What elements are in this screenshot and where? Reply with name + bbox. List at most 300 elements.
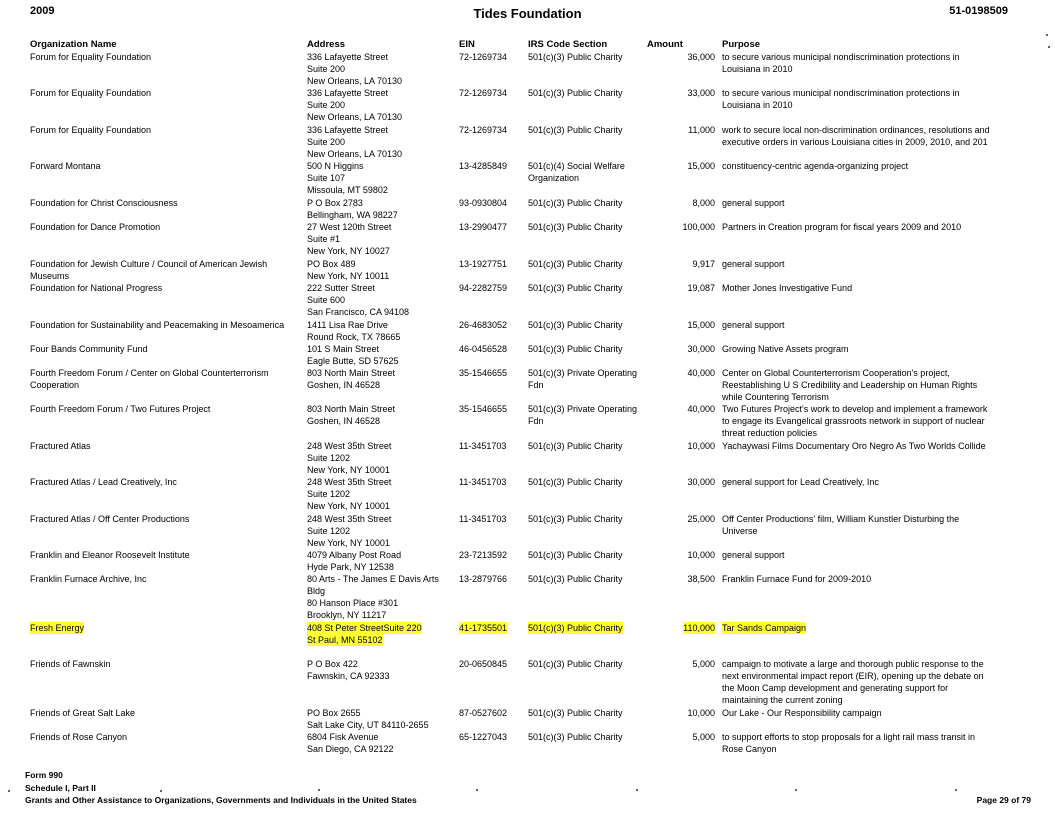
purpose bbox=[722, 403, 992, 439]
irs-code-section bbox=[528, 197, 643, 209]
address bbox=[307, 622, 447, 646]
irs-code-section bbox=[528, 731, 643, 743]
irs-code-section bbox=[528, 160, 643, 184]
amount-line: 10,000 bbox=[687, 550, 715, 560]
purpose-line: constituency-centric agenda-organizing project bbox=[722, 161, 909, 171]
purpose-line: next environmental impact report (EIR), opening up the debate on bbox=[722, 671, 984, 681]
organization-name-line: Forum for Equality Foundation bbox=[30, 88, 152, 98]
column-header-name: Organization Name bbox=[30, 39, 117, 50]
ein bbox=[459, 258, 523, 270]
address-line: Suite 600 bbox=[307, 295, 346, 305]
address bbox=[307, 549, 447, 573]
address-line: Suite 1202 bbox=[307, 453, 351, 463]
purpose bbox=[722, 549, 992, 561]
irs-code-section-line: 501(c)(3) Private Operating bbox=[528, 404, 638, 414]
form-number: Form 990 bbox=[25, 770, 63, 780]
address-line: 80 Arts - The James E Davis Arts bbox=[307, 574, 439, 584]
address bbox=[307, 440, 447, 476]
amount-line: 5,000 bbox=[692, 659, 715, 669]
address-line: New York, NY 10001 bbox=[307, 465, 390, 475]
purpose-line: Our Lake - Our Responsibility campaign bbox=[722, 708, 882, 718]
ein-line: 72-1269734 bbox=[459, 88, 508, 98]
amount-line: 19,087 bbox=[687, 283, 715, 293]
purpose-line: general support bbox=[722, 550, 785, 560]
address-line: 248 West 35th Street bbox=[307, 514, 392, 524]
address bbox=[307, 319, 447, 343]
organization-name bbox=[30, 731, 295, 743]
ein-line: 94-2282759 bbox=[459, 283, 508, 293]
address-line: Suite 107 bbox=[307, 173, 346, 183]
organization-name-line: Foundation for National Progress bbox=[30, 283, 163, 293]
scan-speck bbox=[1046, 34, 1048, 36]
irs-code-section-line: 501(c)(3) Public Charity bbox=[528, 514, 623, 524]
ein bbox=[459, 476, 523, 488]
purpose bbox=[722, 440, 992, 452]
ein bbox=[459, 343, 523, 355]
purpose bbox=[722, 258, 992, 270]
amount-line: 8,000 bbox=[692, 198, 715, 208]
purpose bbox=[722, 319, 992, 331]
ein-line: 13-2879766 bbox=[459, 574, 508, 584]
irs-code-section bbox=[528, 707, 643, 719]
ein-line: 11-3451703 bbox=[459, 514, 507, 524]
address-line: Eagle Butte, SD 57625 bbox=[307, 356, 399, 366]
purpose-line: general support bbox=[722, 320, 785, 330]
ein-line: 11-3451703 bbox=[459, 441, 507, 451]
purpose bbox=[722, 282, 992, 294]
purpose bbox=[722, 367, 992, 403]
irs-code-section bbox=[528, 343, 643, 355]
organization-name-line: Franklin Furnace Archive, Inc bbox=[30, 574, 147, 584]
ein-line: 23-7213592 bbox=[459, 550, 508, 560]
ein bbox=[459, 124, 523, 136]
irs-code-section bbox=[528, 51, 643, 63]
address bbox=[307, 197, 447, 221]
organization-name bbox=[30, 51, 295, 63]
amount-line: 10,000 bbox=[687, 441, 715, 451]
scan-speck bbox=[955, 789, 957, 791]
organization-name bbox=[30, 221, 295, 233]
ein bbox=[459, 221, 523, 233]
address-line: Goshen, IN 46528 bbox=[307, 416, 381, 426]
irs-code-section-line: 501(c)(3) Public Charity bbox=[528, 550, 623, 560]
filer-name: Tides Foundation bbox=[473, 6, 582, 21]
organization-name bbox=[30, 476, 295, 488]
ein bbox=[459, 51, 523, 63]
filer-ein: 51-0198509 bbox=[949, 5, 1008, 17]
purpose-line: Louisiana in 2010 bbox=[722, 100, 793, 110]
organization-name-line: Cooperation bbox=[30, 380, 80, 390]
address-line: Bldg bbox=[307, 586, 326, 596]
column-header-address: Address bbox=[307, 39, 346, 50]
amount-line: 25,000 bbox=[687, 514, 715, 524]
ein-line: 13-1927751 bbox=[459, 259, 508, 269]
purpose bbox=[722, 124, 992, 148]
address-line: New Orleans, LA 70130 bbox=[307, 76, 403, 86]
purpose-line: Center on Global Counterterrorism Cooperation's project, bbox=[722, 368, 950, 378]
purpose-line: Tar Sands Campaign bbox=[722, 623, 807, 633]
amount-line: 33,000 bbox=[687, 88, 715, 98]
organization-name-line: Forward Montana bbox=[30, 161, 101, 171]
address bbox=[307, 124, 447, 160]
address-line: Brooklyn, NY 11217 bbox=[307, 610, 387, 620]
address-line: Suite 1202 bbox=[307, 526, 351, 536]
address bbox=[307, 403, 447, 427]
address-line: 803 North Main Street bbox=[307, 368, 396, 378]
ein bbox=[459, 440, 523, 452]
ein bbox=[459, 707, 523, 719]
purpose bbox=[722, 513, 992, 537]
scan-speck bbox=[476, 789, 478, 791]
ein-line: 87-0527602 bbox=[459, 708, 508, 718]
organization-name bbox=[30, 549, 295, 561]
amount-line: 38,500 bbox=[687, 574, 715, 584]
organization-name bbox=[30, 343, 295, 355]
address bbox=[307, 658, 447, 682]
organization-name-line: Foundation for Sustainability and Peacemaking in Mesoamerica bbox=[30, 320, 285, 330]
irs-code-section-line: Organization bbox=[528, 173, 580, 183]
irs-code-section-line: 501(c)(4) Social Welfare bbox=[528, 161, 625, 171]
irs-code-section-line: 501(c)(3) Public Charity bbox=[528, 320, 623, 330]
organization-name-line: Friends of Great Salt Lake bbox=[30, 708, 136, 718]
organization-name-line: Forum for Equality Foundation bbox=[30, 52, 152, 62]
address-line: Fawnskin, CA 92333 bbox=[307, 671, 390, 681]
form-year: 2009 bbox=[30, 5, 55, 17]
purpose-line: to secure various municipal nondiscrimination protections in bbox=[722, 88, 960, 98]
scan-speck bbox=[1048, 46, 1050, 48]
address-line: 336 Lafayette Street bbox=[307, 52, 389, 62]
address bbox=[307, 343, 447, 367]
ein bbox=[459, 87, 523, 99]
address-line: 222 Sutter Street bbox=[307, 283, 376, 293]
address bbox=[307, 476, 447, 512]
address-line: 500 N Higgins bbox=[307, 161, 364, 171]
organization-name-line: Friends of Fawnskin bbox=[30, 659, 111, 669]
address bbox=[307, 87, 447, 123]
amount bbox=[640, 549, 715, 561]
organization-name bbox=[30, 622, 295, 634]
ein-line: 13-4285849 bbox=[459, 161, 508, 171]
irs-code-section-line: 501(c)(3) Public Charity bbox=[528, 477, 623, 487]
ein-line: 93-0930804 bbox=[459, 198, 508, 208]
amount bbox=[640, 513, 715, 525]
scan-speck bbox=[795, 789, 797, 791]
irs-code-section-line: 501(c)(3) Public Charity bbox=[528, 732, 623, 742]
address-line: New Orleans, LA 70130 bbox=[307, 149, 403, 159]
purpose bbox=[722, 731, 992, 755]
amount bbox=[640, 319, 715, 331]
irs-code-section bbox=[528, 513, 643, 525]
amount bbox=[640, 476, 715, 488]
address-line: Suite 200 bbox=[307, 64, 346, 74]
amount-line: 5,000 bbox=[692, 732, 715, 742]
amount-line: 10,000 bbox=[687, 708, 715, 718]
organization-name bbox=[30, 282, 295, 294]
address bbox=[307, 160, 447, 196]
ein-line: 35-1546655 bbox=[459, 368, 508, 378]
purpose-line: Franklin Furnace Fund for 2009-2010 bbox=[722, 574, 872, 584]
organization-name bbox=[30, 197, 295, 209]
amount bbox=[640, 51, 715, 63]
ein-line: 72-1269734 bbox=[459, 125, 508, 135]
organization-name bbox=[30, 87, 295, 99]
organization-name bbox=[30, 160, 295, 172]
irs-code-section-line: 501(c)(3) Public Charity bbox=[528, 222, 623, 232]
ein bbox=[459, 197, 523, 209]
amount bbox=[640, 707, 715, 719]
address-line: Suite 220 bbox=[383, 623, 422, 633]
ein bbox=[459, 731, 523, 743]
purpose-line: while Countering Terrorism bbox=[722, 392, 829, 402]
address-line: 803 North Main Street bbox=[307, 404, 396, 414]
address bbox=[307, 513, 447, 549]
address-line: Missoula, MT 59802 bbox=[307, 185, 388, 195]
address-line: St Paul, MN 55102 bbox=[307, 635, 383, 645]
organization-name bbox=[30, 573, 295, 585]
purpose-line: Yachaywasi Films Documentary Oro Negro As Two Worlds Collide bbox=[722, 441, 986, 451]
irs-code-section-line: 501(c)(3) Public Charity bbox=[528, 198, 623, 208]
irs-code-section bbox=[528, 549, 643, 561]
address-line: Suite 200 bbox=[307, 100, 346, 110]
purpose-line: Partners in Creation program for fiscal years 2009 and 2010 bbox=[722, 222, 962, 232]
amount bbox=[640, 367, 715, 379]
organization-name bbox=[30, 367, 295, 391]
address-line: 80 Hanson Place #301 bbox=[307, 598, 399, 608]
amount bbox=[640, 343, 715, 355]
organization-name-line: Fourth Freedom Forum / Two Futures Project bbox=[30, 404, 211, 414]
address bbox=[307, 367, 447, 391]
organization-name-line: Four Bands Community Fund bbox=[30, 344, 148, 354]
scan-speck bbox=[318, 789, 320, 791]
ein-line: 13-2990477 bbox=[459, 222, 508, 232]
ein bbox=[459, 319, 523, 331]
amount bbox=[640, 731, 715, 743]
address-line: New Orleans, LA 70130 bbox=[307, 112, 403, 122]
ein-line: 65-1227043 bbox=[459, 732, 508, 742]
irs-code-section-line: 501(c)(3) Public Charity bbox=[528, 441, 623, 451]
purpose-line: to support efforts to stop proposals for a light rail mass transit in bbox=[722, 732, 975, 742]
purpose-line: Growing Native Assets program bbox=[722, 344, 849, 354]
irs-code-section bbox=[528, 367, 643, 391]
amount-line: 110,000 bbox=[683, 623, 715, 633]
amount bbox=[640, 622, 715, 634]
address-line: 248 West 35th Street bbox=[307, 477, 392, 487]
organization-name bbox=[30, 440, 295, 452]
purpose bbox=[722, 622, 992, 634]
address-line: San Diego, CA 92122 bbox=[307, 744, 394, 754]
irs-code-section-line: 501(c)(3) Public Charity bbox=[528, 623, 623, 633]
address bbox=[307, 731, 447, 755]
address-line: PO Box 2655 bbox=[307, 708, 361, 718]
irs-code-section bbox=[528, 124, 643, 136]
organization-name bbox=[30, 707, 295, 719]
organization-name-line: Museums bbox=[30, 271, 70, 281]
amount bbox=[640, 160, 715, 172]
irs-code-section-line: 501(c)(3) Public Charity bbox=[528, 88, 623, 98]
purpose-line: executive orders in various Louisiana cities in 2009, 2010, and 201 bbox=[722, 137, 988, 147]
irs-code-section bbox=[528, 440, 643, 452]
purpose-line: campaign to motivate a large and thorough public response to the bbox=[722, 659, 984, 669]
address-line: 1411 Lisa Rae Drive bbox=[307, 320, 388, 330]
purpose-line: Off Center Productions' film, William Kunstler Disturbing the bbox=[722, 514, 960, 524]
amount bbox=[640, 124, 715, 136]
purpose-line: general support bbox=[722, 259, 785, 269]
irs-code-section-line: 501(c)(3) Public Charity bbox=[528, 708, 623, 718]
address-line: Suite 1202 bbox=[307, 489, 351, 499]
purpose-line: Reestablishing U S Credibility and Leadership on Human Rights bbox=[722, 380, 978, 390]
scan-speck bbox=[8, 790, 10, 792]
irs-code-section-line: Fdn bbox=[528, 416, 544, 426]
amount-line: 100,000 bbox=[682, 222, 715, 232]
organization-name bbox=[30, 124, 295, 136]
irs-code-section-line: 501(c)(3) Public Charity bbox=[528, 259, 623, 269]
amount-line: 11,000 bbox=[688, 125, 715, 135]
ein-line: 46-0456528 bbox=[459, 344, 508, 354]
organization-name-line: Franklin and Eleanor Roosevelt Institute bbox=[30, 550, 190, 560]
amount-line: 30,000 bbox=[687, 477, 715, 487]
ein-line: 20-0650845 bbox=[459, 659, 508, 669]
purpose bbox=[722, 707, 992, 719]
organization-name-line: Fractured Atlas bbox=[30, 441, 91, 451]
organization-name bbox=[30, 403, 295, 415]
purpose-line: general support for Lead Creatively, Inc bbox=[722, 477, 879, 487]
address bbox=[307, 282, 447, 318]
address-line: New York, NY 10011 bbox=[307, 271, 390, 281]
organization-name-line: Fourth Freedom Forum / Center on Global Counterterrorism bbox=[30, 368, 269, 378]
irs-code-section bbox=[528, 658, 643, 670]
page-number: Page 29 of 79 bbox=[976, 795, 1031, 805]
amount bbox=[640, 440, 715, 452]
purpose-line: Universe bbox=[722, 526, 758, 536]
address-line: Hyde Park, NY 12538 bbox=[307, 562, 394, 572]
irs-code-section bbox=[528, 403, 643, 427]
address-line: 248 West 35th Street bbox=[307, 441, 392, 451]
address bbox=[307, 51, 447, 87]
organization-name bbox=[30, 658, 295, 670]
purpose-line: to secure various municipal nondiscrimination protections in bbox=[722, 52, 960, 62]
irs-code-section-line: 501(c)(3) Private Operating bbox=[528, 368, 638, 378]
address-line: P O Box 2783 bbox=[307, 198, 363, 208]
purpose bbox=[722, 221, 992, 233]
organization-name bbox=[30, 258, 295, 282]
ein-line: 35-1546655 bbox=[459, 404, 508, 414]
amount bbox=[640, 197, 715, 209]
ein bbox=[459, 282, 523, 294]
schedule-title: Grants and Other Assistance to Organizations, Governments and Individuals in the United States bbox=[25, 795, 417, 805]
irs-code-section bbox=[528, 87, 643, 99]
ein bbox=[459, 367, 523, 379]
column-header-ein: EIN bbox=[459, 39, 475, 50]
organization-name-line: Foundation for Jewish Culture / Council of American Jewish bbox=[30, 259, 268, 269]
column-header-irs-code: IRS Code Section bbox=[528, 39, 608, 50]
scan-speck bbox=[160, 790, 162, 792]
amount-line: 15,000 bbox=[687, 320, 715, 330]
purpose bbox=[722, 87, 992, 111]
amount bbox=[640, 258, 715, 270]
amount bbox=[640, 573, 715, 585]
amount-line: 9,917 bbox=[692, 259, 715, 269]
irs-code-section-line: 501(c)(3) Public Charity bbox=[528, 344, 623, 354]
purpose-line: maintaining the current zoning bbox=[722, 695, 843, 705]
amount bbox=[640, 658, 715, 670]
purpose-line: work to secure local non-discrimination ordinances, resolutions and bbox=[722, 125, 990, 135]
address-line: PO Box 489 bbox=[307, 259, 356, 269]
purpose-line: Louisiana in 2010 bbox=[722, 64, 793, 74]
scan-speck bbox=[636, 789, 638, 791]
address-line: 27 West 120th Street bbox=[307, 222, 392, 232]
irs-code-section-line: 501(c)(3) Public Charity bbox=[528, 52, 623, 62]
irs-code-section bbox=[528, 319, 643, 331]
purpose-line: Mother Jones Investigative Fund bbox=[722, 283, 853, 293]
address-line: 336 Lafayette Street bbox=[307, 88, 389, 98]
address-line: New York, NY 10001 bbox=[307, 538, 390, 548]
purpose bbox=[722, 51, 992, 75]
address-line: 101 S Main Street bbox=[307, 344, 380, 354]
column-header-purpose: Purpose bbox=[722, 39, 761, 50]
purpose bbox=[722, 197, 992, 209]
address bbox=[307, 258, 447, 282]
address-line: Bellingham, WA 98227 bbox=[307, 210, 398, 220]
address-line: Suite #1 bbox=[307, 234, 341, 244]
amount-line: 40,000 bbox=[687, 368, 715, 378]
address-line: Suite 200 bbox=[307, 137, 346, 147]
address bbox=[307, 707, 447, 731]
purpose bbox=[722, 160, 992, 172]
address-line: New York, NY 10027 bbox=[307, 246, 390, 256]
purpose bbox=[722, 573, 992, 585]
irs-code-section-line: 501(c)(3) Public Charity bbox=[528, 659, 623, 669]
ein-line: 11-3451703 bbox=[459, 477, 507, 487]
irs-code-section-line: 501(c)(3) Public Charity bbox=[528, 574, 623, 584]
organization-name-line: Forum for Equality Foundation bbox=[30, 125, 152, 135]
irs-code-section-line: 501(c)(3) Public Charity bbox=[528, 125, 623, 135]
address-line: 408 St Peter Street bbox=[307, 623, 384, 633]
irs-code-section bbox=[528, 476, 643, 488]
amount-line: 36,000 bbox=[687, 52, 715, 62]
address-line: 6804 Fisk Avenue bbox=[307, 732, 379, 742]
organization-name-line: Foundation for Christ Consciousness bbox=[30, 198, 178, 208]
ein-line: 26-4683052 bbox=[459, 320, 508, 330]
purpose bbox=[722, 476, 992, 488]
ein bbox=[459, 622, 523, 634]
address-line: P O Box 422 bbox=[307, 659, 358, 669]
irs-code-section bbox=[528, 221, 643, 233]
amount bbox=[640, 403, 715, 415]
organization-name bbox=[30, 513, 295, 525]
ein bbox=[459, 573, 523, 585]
amount bbox=[640, 282, 715, 294]
organization-name bbox=[30, 319, 295, 331]
address bbox=[307, 573, 447, 621]
purpose-line: the Moon Camp development and generating support for bbox=[722, 683, 949, 693]
irs-code-section bbox=[528, 573, 643, 585]
address-line: Salt Lake City, UT 84110-2655 bbox=[307, 720, 429, 730]
organization-name-line: Fractured Atlas / Off Center Productions bbox=[30, 514, 190, 524]
amount-line: 30,000 bbox=[687, 344, 715, 354]
address-line: 4079 Albany Post Road bbox=[307, 550, 402, 560]
amount-line: 15,000 bbox=[687, 161, 715, 171]
purpose-line: threat reduction policies bbox=[722, 428, 818, 438]
organization-name-line: Foundation for Dance Promotion bbox=[30, 222, 161, 232]
organization-name-line: Friends of Rose Canyon bbox=[30, 732, 128, 742]
address-line: 336 Lafayette Street bbox=[307, 125, 389, 135]
address-line: Round Rock, TX 78665 bbox=[307, 332, 401, 342]
purpose-line: Two Futures Project's work to develop and implement a framework bbox=[722, 404, 988, 414]
address-line: San Francisco, CA 94108 bbox=[307, 307, 410, 317]
amount bbox=[640, 87, 715, 99]
amount bbox=[640, 221, 715, 233]
ein bbox=[459, 160, 523, 172]
